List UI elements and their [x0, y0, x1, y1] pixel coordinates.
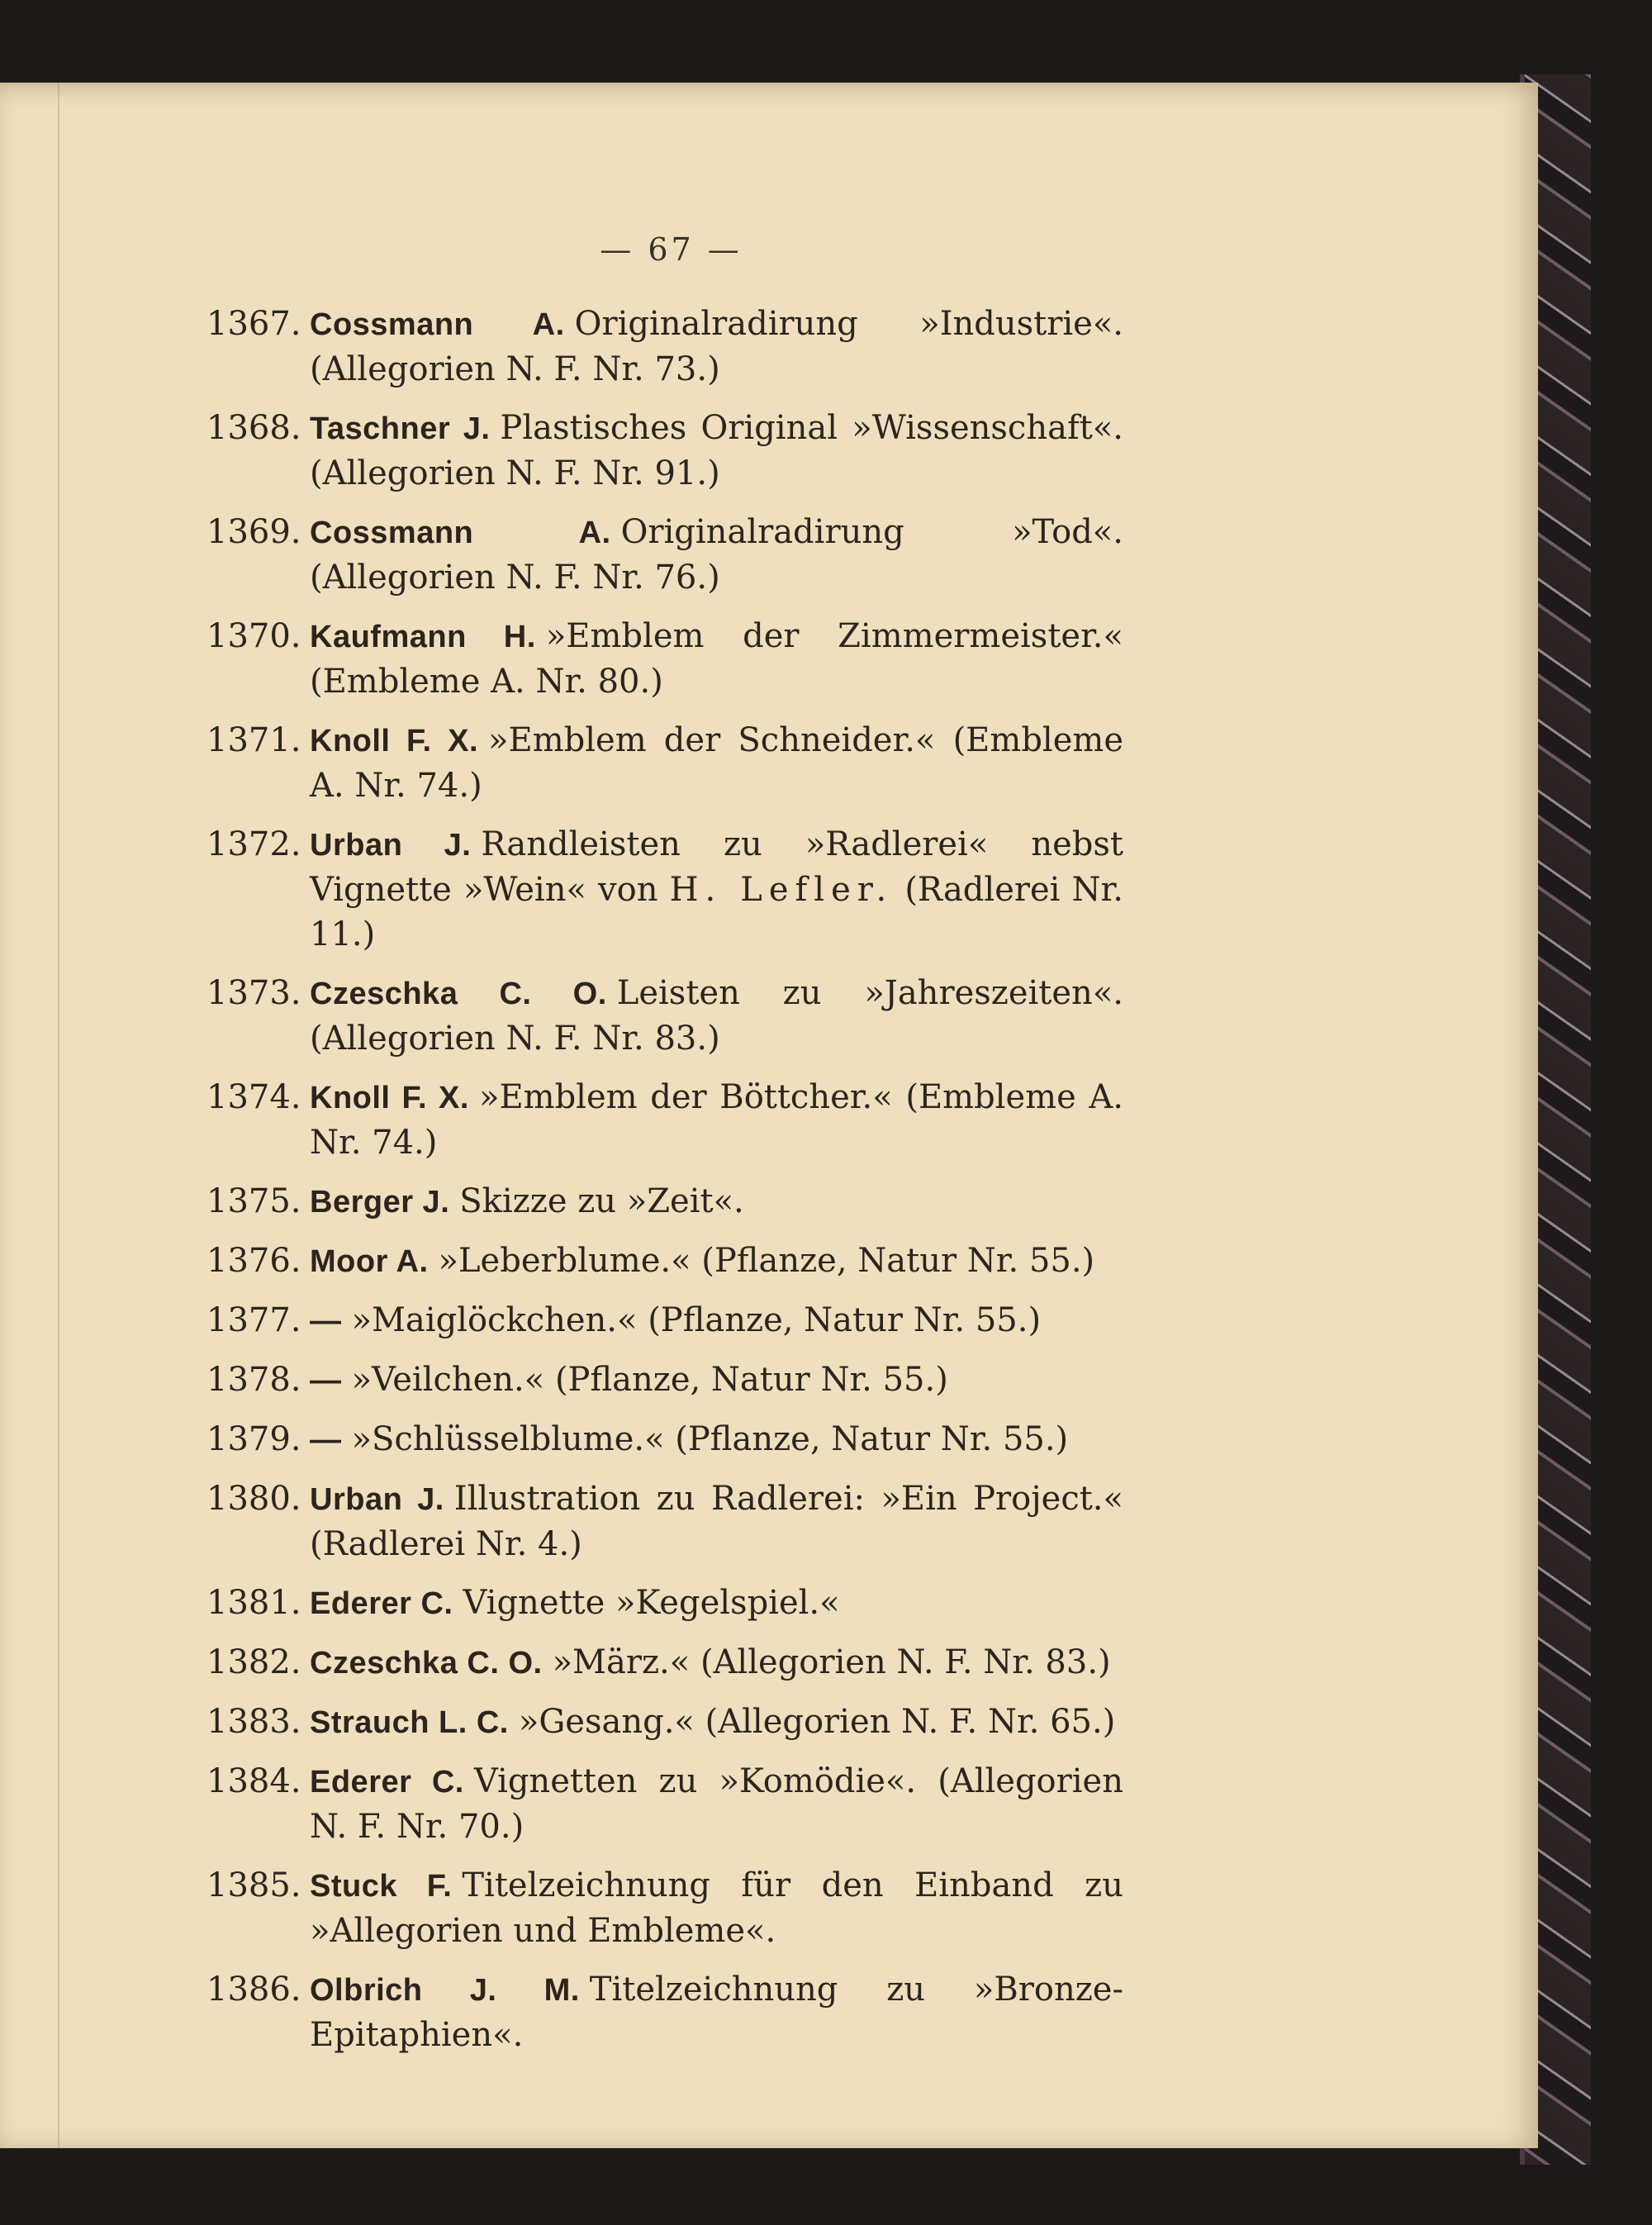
spaced-name: H. Lefler.: [669, 871, 894, 909]
entry-number: 1368.: [206, 409, 301, 447]
entry-description: Titelzeichnung für den Einband zu »Allegorien und Embleme«.: [310, 1866, 1123, 1950]
catalog-entry: [206, 822, 1123, 957]
book-page: [0, 83, 1538, 2148]
catalog-entry: [206, 1476, 1123, 1567]
artist-name: Strauch L. C.: [310, 1705, 509, 1740]
entry-description: Vignette »Kegelspiel.«: [463, 1584, 840, 1622]
artist-name: Moor A.: [310, 1244, 429, 1279]
artist-name: Cossmann A.: [310, 516, 611, 550]
entry-description: Vignetten zu »Komödie«. (Allegorien N. F. Nr. 70.): [310, 1762, 1123, 1846]
artist-name: Kaufmann H.: [310, 620, 536, 654]
entry-number: 1373.: [206, 974, 301, 1012]
entry-description: Titelzeichnung zu »Bronze-Epitaphien«.: [310, 1971, 1123, 2054]
entry-description: »Maiglöckchen.« (Pflanze, Natur Nr. 55.): [351, 1301, 1042, 1339]
entry-number: 1367.: [206, 305, 301, 343]
artist-name: Knoll F. X.: [310, 1081, 469, 1115]
catalog-entry: [206, 1863, 1123, 1953]
catalog-entry: [206, 1967, 1123, 2057]
entry-description: »Emblem der Böttcher.« (Embleme A. Nr. 74.): [310, 1078, 1124, 1162]
entry-description: »März.« (Allegorien N. F. Nr. 83.): [552, 1643, 1111, 1681]
entry-number: 1386.: [206, 1971, 301, 2009]
entry-description: »Veilchen.« (Pflanze, Natur Nr. 55.): [351, 1361, 948, 1399]
catalog-entry: [206, 1640, 1123, 1685]
catalog-entry: [206, 1179, 1123, 1224]
entry-description-tail: (Radlerei Nr. 11.): [310, 871, 1123, 953]
artist-name: Ederer C.: [310, 1765, 464, 1799]
entry-number: 1372.: [206, 825, 301, 863]
entry-number: 1382.: [206, 1643, 301, 1681]
entry-description: Originalradirung »Industrie«. (Allegorien N. F. Nr. 73.): [310, 305, 1123, 388]
catalog-entry: [206, 302, 1123, 392]
entry-description: Illustration zu Radlerei: »Ein Project.« (Radlerei Nr. 4.): [310, 1480, 1123, 1563]
entry-description: Plastisches Original »Wissenschaft«. (Allegorien N. F. Nr. 91.): [310, 409, 1124, 492]
artist-name: Czeschka C. O.: [310, 977, 607, 1011]
catalog-entry: [206, 1298, 1123, 1343]
entry-description: »Leberblume.« (Pflanze, Natur Nr. 55.): [438, 1242, 1095, 1280]
artist-name: Urban J.: [310, 1482, 444, 1517]
catalog-entries: [206, 302, 1123, 2071]
entry-number: 1379.: [206, 1420, 301, 1458]
catalog-entry: [206, 971, 1123, 1061]
entry-number: 1381.: [206, 1584, 301, 1622]
page-number: — 67 —: [600, 231, 743, 268]
catalog-entry: [206, 1417, 1123, 1462]
ditto-dash: —: [310, 1304, 342, 1338]
artist-name: Berger J.: [310, 1185, 450, 1219]
catalog-entry: [206, 1700, 1123, 1745]
entry-number: 1376.: [206, 1242, 301, 1280]
catalog-entry: [206, 1238, 1123, 1284]
entry-number: 1383.: [206, 1703, 301, 1741]
artist-name: Olbrich J. M.: [310, 1973, 580, 2008]
entry-description: Originalradirung »Tod«. (Allegorien N. F. Nr. 76.): [310, 513, 1123, 597]
entry-description: Randleisten zu »Radlerei« nebst Vignette »Wein« von: [310, 825, 1123, 909]
entry-number: 1369.: [206, 513, 301, 551]
entry-description: »Emblem der Schneider.« (Embleme A. Nr. 74.): [310, 721, 1123, 805]
entry-description: »Schlüsselblume.« (Pflanze, Natur Nr. 55.): [351, 1420, 1069, 1458]
ditto-dash: —: [310, 1423, 342, 1457]
entry-description: Skizze zu »Zeit«.: [459, 1182, 744, 1220]
catalog-entry: [206, 1581, 1123, 1626]
entry-number: 1370.: [206, 617, 301, 655]
artist-name: Cossmann A.: [310, 307, 565, 342]
catalog-entry: [206, 1075, 1123, 1165]
entry-number: 1377.: [206, 1301, 301, 1339]
entry-description: »Gesang.« (Allegorien N. F. Nr. 65.): [518, 1703, 1116, 1741]
catalog-entry: [206, 406, 1123, 496]
entry-number: 1378.: [206, 1361, 301, 1399]
entry-number: 1380.: [206, 1480, 301, 1518]
artist-name: Stuck F.: [310, 1869, 453, 1904]
entry-number: 1374.: [206, 1078, 301, 1116]
entry-number: 1385.: [206, 1866, 301, 1904]
catalog-entry: [206, 718, 1123, 808]
artist-name: Urban J.: [310, 828, 472, 863]
catalog-entry: [206, 1759, 1123, 1849]
entry-description: Leisten zu »Jahreszeiten«. (Allegorien N. F. Nr. 83.): [310, 974, 1123, 1058]
entry-description: »Emblem der Zimmermeister.« (Embleme A. Nr. 80.): [310, 617, 1123, 701]
entry-number: 1371.: [206, 721, 301, 759]
entry-number: 1375.: [206, 1182, 301, 1220]
artist-name: Czeschka C. O.: [310, 1646, 543, 1681]
catalog-entry: [206, 614, 1123, 704]
artist-name: Taschner J.: [310, 411, 491, 446]
ditto-dash: —: [310, 1363, 342, 1398]
entry-number: 1384.: [206, 1762, 301, 1800]
catalog-entry: [206, 510, 1123, 600]
artist-name: Ederer C.: [310, 1586, 453, 1621]
artist-name: Knoll F. X.: [310, 724, 479, 758]
catalog-entry: [206, 1357, 1123, 1403]
